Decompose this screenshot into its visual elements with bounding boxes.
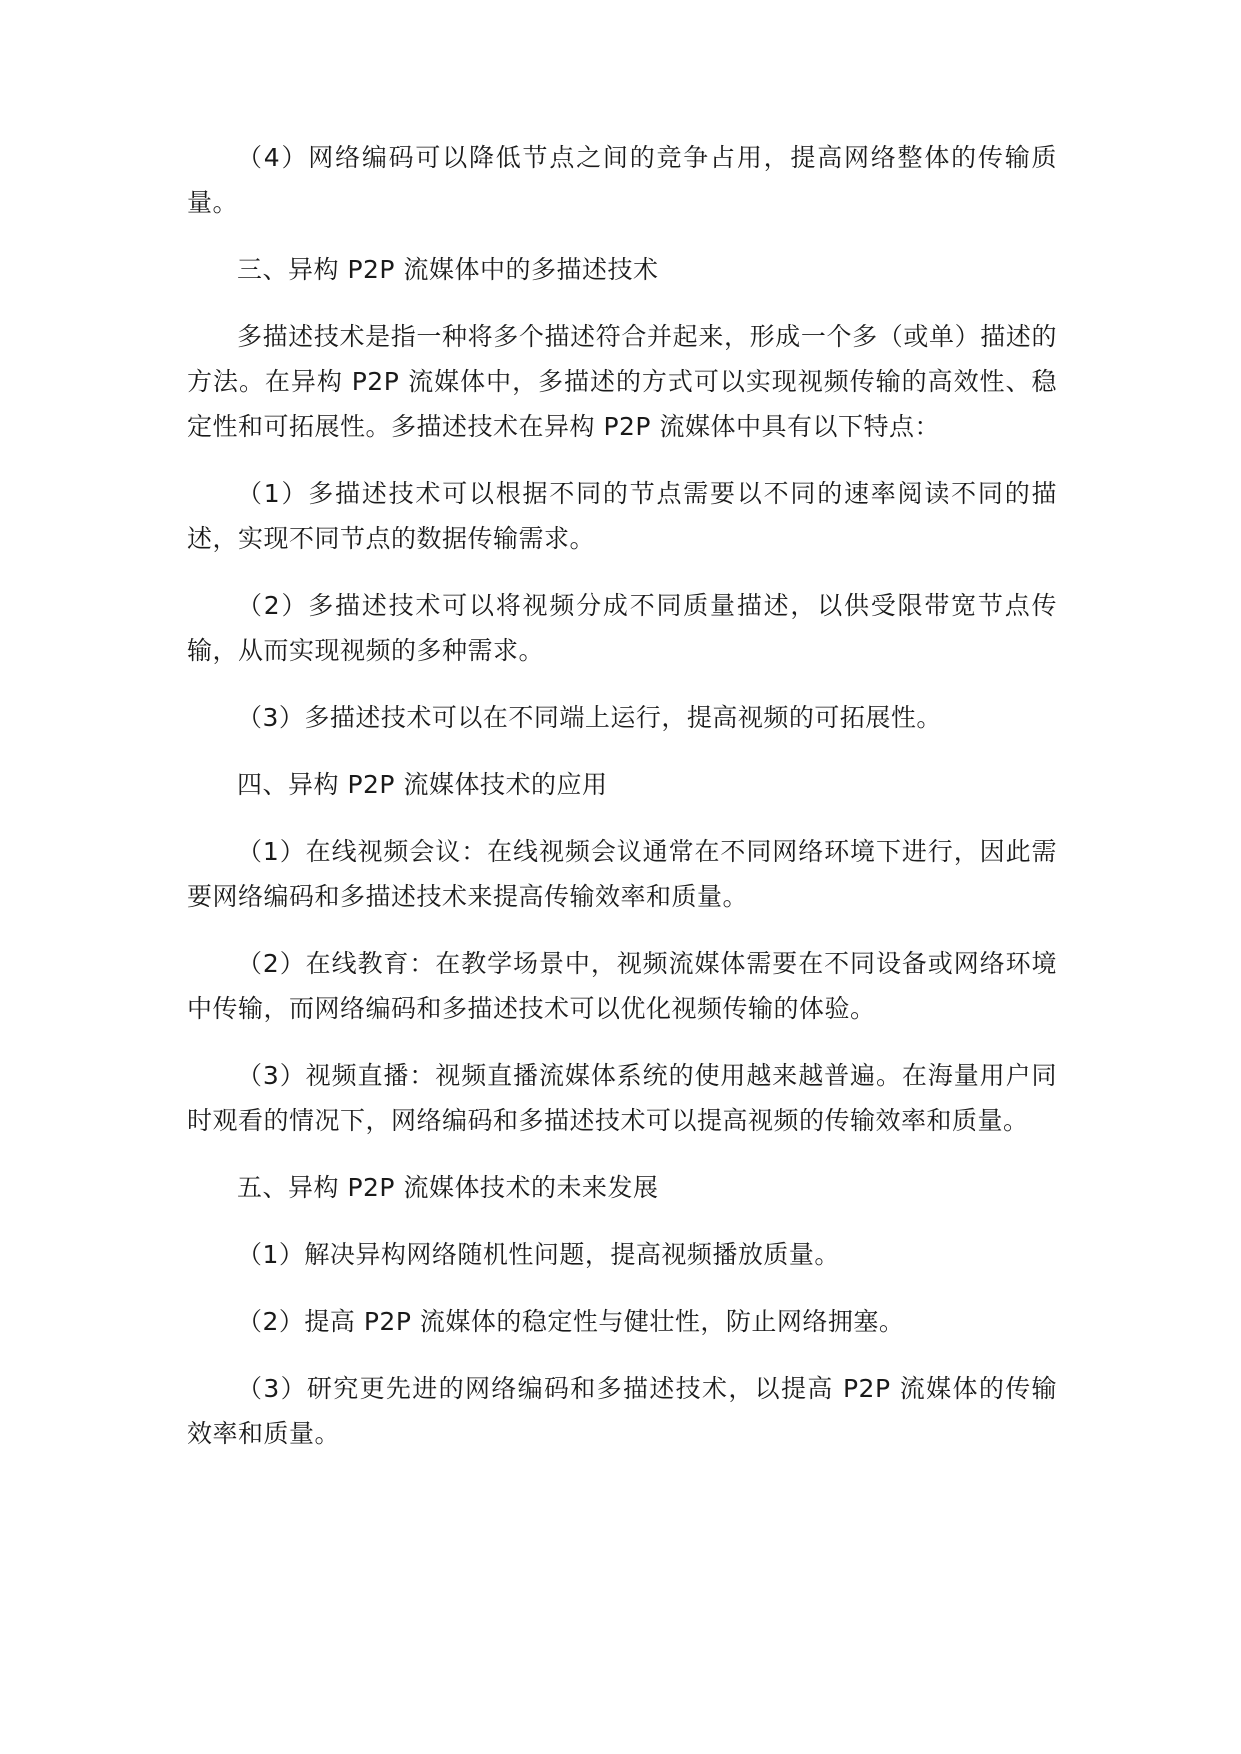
paragraph-mdc-intro: 多描述技术是指一种将多个描述符合并起来，形成一个多（或单）描述的方法。在异构 P2P 流媒体中，多描述的方式可以实现视频传输的高效性、稳定性和可拓展性。多描述技术在异构 P2P 流媒体中具有以下特点： (187, 322, 1057, 441)
section-heading-3: 三、异构 P2P 流媒体中的多描述技术 (237, 255, 659, 284)
paragraph-app-1: （1）在线视频会议：在线视频会议通常在不同网络环境下进行，因此需要网络编码和多描述技术来提高传输效率和质量。 (187, 837, 1057, 911)
section-heading-5: 五、异构 P2P 流媒体技术的未来发展 (237, 1173, 659, 1202)
paragraph-mdc-2: （2）多描述技术可以将视频分成不同质量描述，以供受限带宽节点传输，从而实现视频的多种需求。 (187, 591, 1057, 665)
paragraph-future-3: （3）研究更先进的网络编码和多描述技术，以提高 P2P 流媒体的传输效率和质量。 (187, 1374, 1057, 1448)
paragraph-future-2: （2）提高 P2P 流媒体的稳定性与健壮性，防止网络拥塞。 (237, 1307, 905, 1336)
paragraph-mdc-3: （3）多描述技术可以在不同端上运行，提高视频的可拓展性。 (237, 703, 942, 732)
paragraph-app-2: （2）在线教育：在教学场景中，视频流媒体需要在不同设备或网络环境中传输，而网络编码和多描述技术可以优化视频传输的体验。 (187, 949, 1057, 1023)
section-heading-4: 四、异构 P2P 流媒体技术的应用 (237, 770, 608, 799)
paragraph-mdc-1: （1）多描述技术可以根据不同的节点需要以不同的速率阅读不同的描述，实现不同节点的数据传输需求。 (187, 479, 1057, 553)
document-page (187, 135, 1057, 1478)
paragraph-future-1: （1）解决异构网络随机性问题，提高视频播放质量。 (237, 1240, 840, 1269)
paragraph-app-3: （3）视频直播：视频直播流媒体系统的使用越来越普遍。在海量用户同时观看的情况下，网络编码和多描述技术可以提高视频的传输效率和质量。 (187, 1061, 1057, 1135)
paragraph-network-coding-4: （4）网络编码可以降低节点之间的竞争占用，提高网络整体的传输质量。 (187, 143, 1057, 217)
